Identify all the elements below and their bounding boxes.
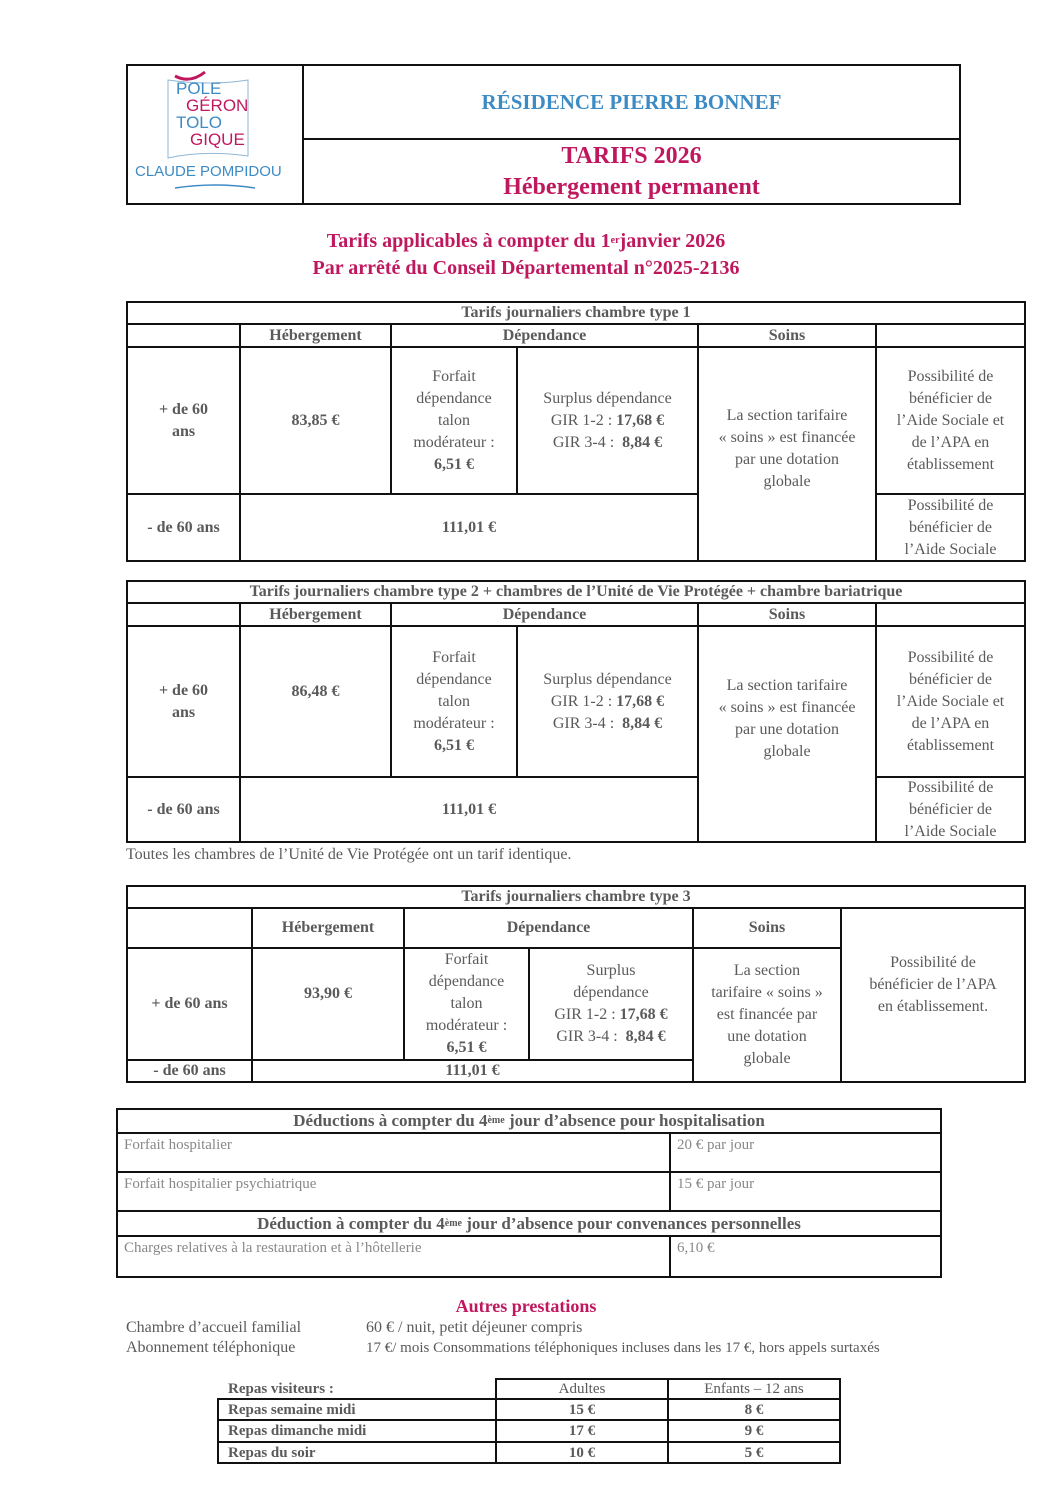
table2-col-dependance: Dépendance [502, 605, 587, 623]
aide-line: de l’APA en [911, 714, 990, 732]
intro-line1-text: Tarifs applicables à compter du 1 [326, 230, 611, 252]
soins-line: La section tarifaire [726, 407, 848, 424]
soins-line: globale [763, 743, 811, 760]
aide-line: Possibilité de [907, 367, 994, 385]
forfait-line: dépendance [416, 389, 492, 407]
deductions-title-hospitalisation: Déductions à compter du 4 ème jour d’absence pour hospitalisation [293, 1111, 765, 1130]
forfait-line: modérateur : [425, 1017, 508, 1034]
header-hdivider [302, 138, 961, 140]
title-text: jour d’absence pour convenances personnelles [461, 1213, 801, 1233]
table2-surplus [518, 627, 697, 776]
surplus-label: Surplus dépendance [543, 670, 672, 688]
table2-moins60-value: 111,01 € [441, 800, 497, 818]
repas-row-label: Repas dimanche midi [228, 1423, 367, 1439]
aide-line: Possibilité de [907, 648, 994, 666]
gir12 [554, 1004, 667, 1026]
table1-aide-sociale [877, 495, 1024, 560]
repas-header-enfants: Enfants – 12 ans [704, 1381, 804, 1397]
gir34-value: 8,84 € [622, 714, 663, 732]
table1-col-soins: Soins [768, 326, 806, 344]
deduction-value: 6,10 € [677, 1240, 715, 1256]
gir12-label: GIR 1-2 : [554, 1006, 620, 1023]
apa-line: bénéficier de l’APA [869, 976, 997, 993]
intro-line2: Par arrêté du Conseil Départemental n°2025-2136 [312, 257, 740, 279]
soins-line: par une dotation [735, 451, 839, 468]
repas-row-adultes: 15 € [568, 1401, 596, 1418]
gir34-value: 8,84 € [622, 433, 663, 451]
forfait-line: dépendance [416, 670, 492, 688]
table3-forfait [405, 949, 528, 1059]
tarifs-subtitle: Hébergement permanent [503, 174, 760, 200]
forfait-line: talon [438, 692, 470, 710]
logo-line3: TOLO [176, 113, 222, 132]
autres-item-value: 60 € / nuit, petit déjeuner compris [366, 1319, 583, 1336]
soins-line: tarifaire « soins » [711, 984, 823, 1001]
aide-line: l’Aide Sociale [904, 822, 997, 840]
table1-col-dependance: Dépendance [502, 326, 587, 344]
forfait-value: 6,51 € [434, 455, 474, 473]
soins-line: « soins » est financée [718, 429, 856, 446]
autres-item-label: Chambre d’accueil familial [126, 1319, 302, 1336]
table3-soins [694, 949, 840, 1081]
gir12-label: GIR 1-2 : [550, 411, 617, 429]
repas-row-enfants: 8 € [744, 1401, 764, 1418]
table3-col-dependance: Dépendance [506, 919, 591, 936]
table1-soins [699, 348, 875, 560]
aide-line: l’Aide Sociale et [896, 692, 1005, 710]
forfait-line: modérateur : [413, 433, 495, 451]
gir12-value: 17,68 € [616, 411, 665, 429]
aide-line: établissement [906, 736, 995, 754]
table1-hebergement-value: 83,85 € [291, 411, 340, 429]
row-label: + de 60 [158, 681, 209, 699]
table3-row-plus60: + de 60 ans [151, 995, 228, 1012]
row-label: + de 60 [158, 400, 209, 418]
forfait-line: Forfait [432, 648, 476, 666]
table1-row-moins60: - de 60 ans [147, 518, 220, 536]
table3-col-soins: Soins [748, 919, 786, 936]
soins-line: une dotation [727, 1028, 807, 1045]
surplus-label: Surplus [586, 962, 636, 979]
table2-note: Toutes les chambres de l’Unité de Vie Protégée ont un tarif identique. [126, 846, 572, 863]
surplus-label: Surplus dépendance [543, 389, 672, 407]
deduction-value: 20 € par jour [677, 1137, 755, 1153]
table1-row-plus60 [128, 348, 239, 493]
row-label: ans [171, 703, 196, 721]
repas-row-label: Repas du soir [228, 1444, 316, 1461]
forfait-line: dépendance [428, 973, 505, 990]
gir12 [551, 691, 664, 713]
gir34 [553, 713, 662, 735]
gir12-value: 17,68 € [616, 692, 665, 710]
tarifs-title: TARIFS 2026 [561, 143, 702, 169]
gir12 [551, 410, 664, 432]
gir34 [556, 1026, 665, 1048]
title-text: Déduction à compter du 4 [257, 1213, 445, 1233]
deductions-title-convenances: Déduction à compter du 4 ème jour d’absence pour convenances personnelles [257, 1213, 801, 1233]
forfait-value: 6,51 € [434, 736, 474, 754]
soins-line: par une dotation [735, 721, 839, 738]
repas-row-enfants: 9 € [744, 1423, 764, 1439]
forfait-line: talon [450, 995, 483, 1012]
aide-line: établissement [906, 455, 995, 473]
gir34-label: GIR 3-4 : [556, 1028, 626, 1045]
aide-line: bénéficier de [908, 389, 993, 407]
repas-row-adultes: 17 € [568, 1423, 596, 1439]
logo [130, 66, 300, 203]
logo-line5: CLAUDE POMPIDOU [135, 163, 282, 180]
repas-row-enfants: 5 € [744, 1444, 764, 1461]
apa-line: en établissement. [877, 998, 989, 1015]
table1-moins60-value: 111,01 € [441, 518, 497, 536]
deduction-label: Charges relatives à la restauration et à l’hôtellerie [124, 1240, 422, 1256]
table1-forfait [392, 348, 516, 493]
logo-line2: GÉRON [186, 96, 249, 115]
aide-line: l’Aide Sociale et [896, 411, 1005, 429]
intro-line1-post: janvier 2026 [619, 230, 726, 252]
table1-col-hebergement: Hébergement [269, 326, 362, 344]
gir34-value: 8,84 € [625, 1028, 666, 1045]
gir34 [553, 432, 662, 454]
repas-header-adultes: Adultes [558, 1381, 606, 1397]
table3-moins60-value: 111,01 € [445, 1062, 500, 1079]
gir34-label: GIR 3-4 : [552, 714, 623, 732]
table3-hebergement-value: 93,90 € [304, 985, 352, 1002]
table2-col-hebergement: Hébergement [269, 605, 362, 623]
soins-line: La section tarifaire [726, 677, 848, 694]
apa-line: Possibilité de [890, 954, 976, 971]
table1-title: Tarifs journaliers chambre type 1 [461, 304, 691, 321]
intro-line1: Tarifs applicables à compter du 1 er janvier 2026 [326, 230, 726, 252]
table1-aide-apa [877, 348, 1024, 493]
aide-line: bénéficier de [908, 670, 993, 688]
aide-line: bénéficier de [908, 800, 993, 818]
forfait-line: modérateur : [413, 714, 495, 732]
surplus-label: dépendance [573, 984, 649, 1001]
forfait-line: Forfait [432, 367, 476, 385]
row-label: ans [171, 422, 196, 440]
forfait-value: 6,51 € [446, 1039, 487, 1056]
table1-surplus [518, 348, 697, 493]
deduction-label: Forfait hospitalier psychiatrique [124, 1176, 317, 1192]
forfait-line: talon [438, 411, 470, 429]
aide-line: bénéficier de [908, 518, 993, 536]
title-text: jour d’absence pour hospitalisation [504, 1111, 765, 1130]
aide-line: l’Aide Sociale [904, 540, 997, 558]
table3-col-hebergement: Hébergement [281, 919, 375, 936]
table2-aide-apa [877, 627, 1024, 776]
deduction-value: 15 € par jour [677, 1176, 755, 1192]
aide-line: Possibilité de [907, 496, 994, 514]
logo-line1: POLE [176, 79, 222, 98]
aide-line: de l’APA en [911, 433, 990, 451]
table3-surplus [530, 949, 692, 1059]
gir12-value: 17,68 € [619, 1006, 668, 1023]
autres-item-value: 17 €/ mois Consommations téléphoniques incluses dans les 17 €, hors appels surtaxés [366, 1340, 880, 1356]
soins-line: La section [733, 962, 801, 979]
title-text: Déductions à compter du 4 [293, 1111, 488, 1130]
table2-title: Tarifs journaliers chambre type 2 + chambres de l’Unité de Vie Protégée + chambre bariatrique [249, 583, 903, 600]
table2-aide-sociale [877, 778, 1024, 841]
table2-row-moins60: - de 60 ans [147, 800, 220, 818]
autres-item-label: Abonnement téléphonique [126, 1339, 296, 1356]
table3-apa [842, 909, 1024, 1061]
forfait-line: Forfait [444, 951, 489, 968]
residence-name: RÉSIDENCE PIERRE BONNEF [481, 90, 782, 114]
logo-line4: GIQUE [190, 130, 245, 149]
table2-hebergement-value: 86,48 € [291, 683, 340, 700]
soins-line: « soins » est financée [718, 699, 856, 716]
repas-header-label: Repas visiteurs : [228, 1380, 334, 1397]
gir34-label: GIR 3-4 : [552, 433, 623, 451]
table3-title: Tarifs journaliers chambre type 3 [461, 888, 691, 905]
repas-row-adultes: 10 € [568, 1444, 596, 1461]
table2-row-plus60 [128, 627, 239, 776]
table3-row-moins60: - de 60 ans [153, 1062, 226, 1079]
autres-title: Autres prestations [455, 1296, 597, 1316]
table2-col-soins: Soins [768, 605, 806, 623]
soins-line: est financée par [716, 1006, 818, 1023]
repas-row-label: Repas semaine midi [228, 1401, 356, 1418]
gir12-label: GIR 1-2 : [550, 692, 617, 710]
soins-line: globale [743, 1050, 791, 1067]
deduction-label: Forfait hospitalier [124, 1137, 232, 1153]
soins-line: globale [763, 473, 811, 490]
table2-soins [699, 627, 875, 841]
aide-line: Possibilité de [907, 778, 994, 796]
table2-forfait [392, 627, 516, 776]
